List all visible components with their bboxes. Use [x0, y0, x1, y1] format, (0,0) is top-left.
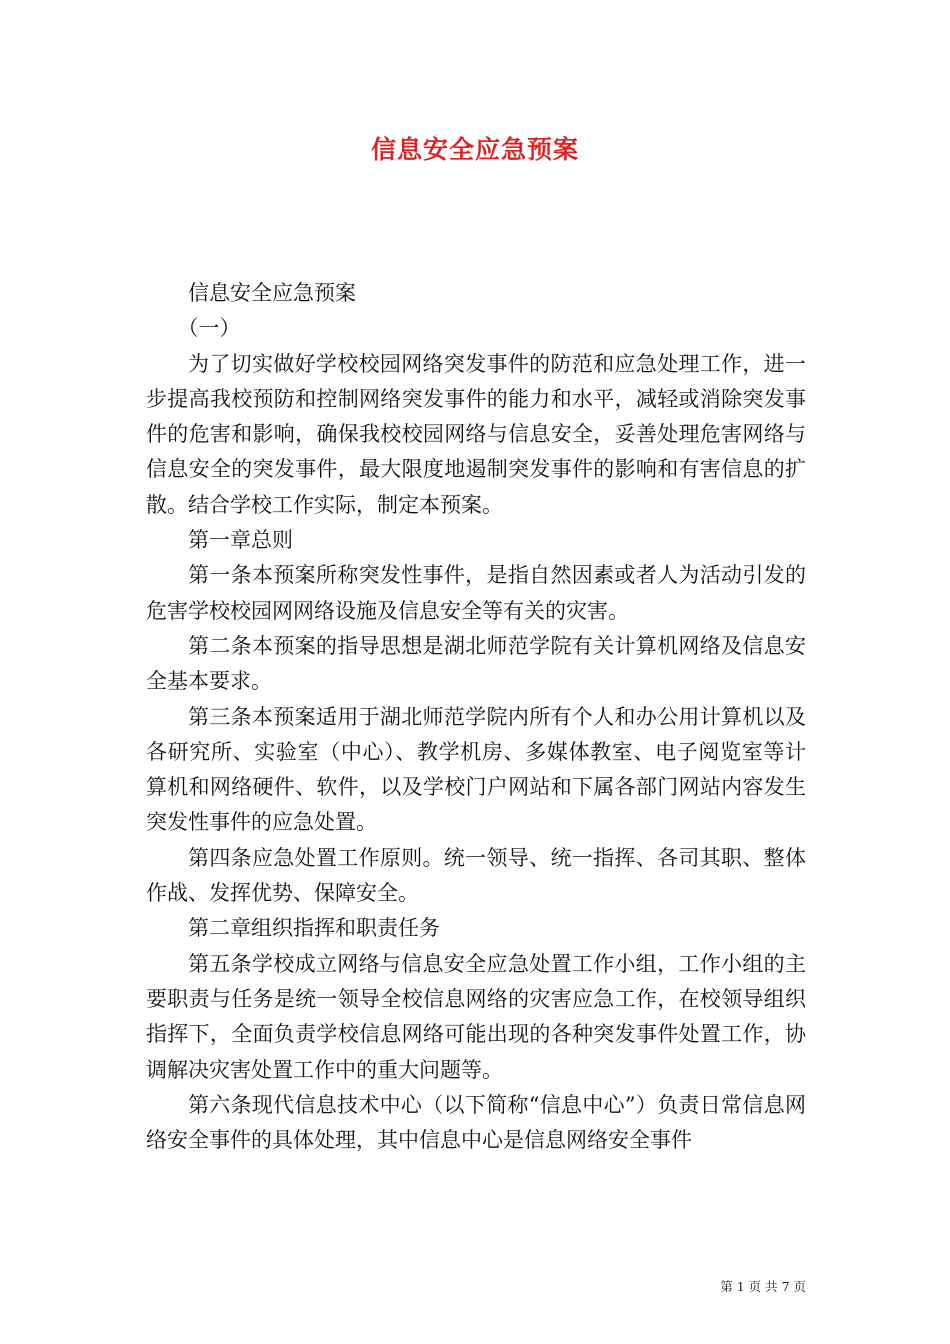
article-5: 第五条学校成立网络与信息安全应急处置工作小组，工作小组的主要职责与任务是统一领导全校信息网络的灾害应急工作，在校领导组织指挥下，全面负责学校信息网络可能出现的各种突发事件处置工作，协调解决灾害处置工作中的重大问题等。 — [146, 951, 806, 1082]
article-6: 第六条现代信息技术中心（以下简称“信息中心”）负责日常信息网络安全事件的具体处理，其中信息中心是信息网络安全事件 — [146, 1092, 806, 1153]
article-2: 第二条本预案的指导思想是湖北师范学院有关计算机网络及信息安全基本要求。 — [146, 633, 806, 694]
chapter-2-heading: 第二章组织指挥和职责任务 — [188, 916, 440, 941]
chapter-1-heading: 第一章总则 — [188, 528, 293, 553]
intro-paragraph: 为了切实做好学校校园网络突发事件的防范和应急处理工作，进一步提高我校预防和控制网络突发事件的能力和水平，减轻或消除突发事件的危害和影响，确保我校校园网络与信息安全，妥善处理危害网络与信息安全的突发事件，最大限度地遏制突发事件的影响和有害信息的扩散。结合学校工作实际，制定本预案。 — [146, 351, 806, 517]
article-1: 第一条本预案所称突发性事件，是指自然因素或者人为活动引发的危害学校校园网网络设施及信息安全等有关的灾害。 — [146, 563, 806, 623]
document-body — [146, 276, 806, 1158]
section-marker: （一） — [177, 316, 241, 341]
article-3: 第三条本预案适用于湖北师范学院内所有个人和办公用计算机以及各研究所、实验室（中心）、教学机房、多媒体教室、电子阅览室等计算机和网络硬件、软件，以及学校门户网站和下属各部门网站内容发生突发性事件的应急处置。 — [146, 704, 806, 835]
document-title: 信息安全应急预案 — [370, 135, 579, 164]
article-4: 第四条应急处置工作原则。统一领导、统一指挥、各司其职、整体作战、发挥优势、保障安全。 — [146, 845, 806, 906]
page-footer: 第 1 页 共 7 页 — [720, 1279, 806, 1294]
doc-name-line: 信息安全应急预案 — [188, 281, 356, 305]
